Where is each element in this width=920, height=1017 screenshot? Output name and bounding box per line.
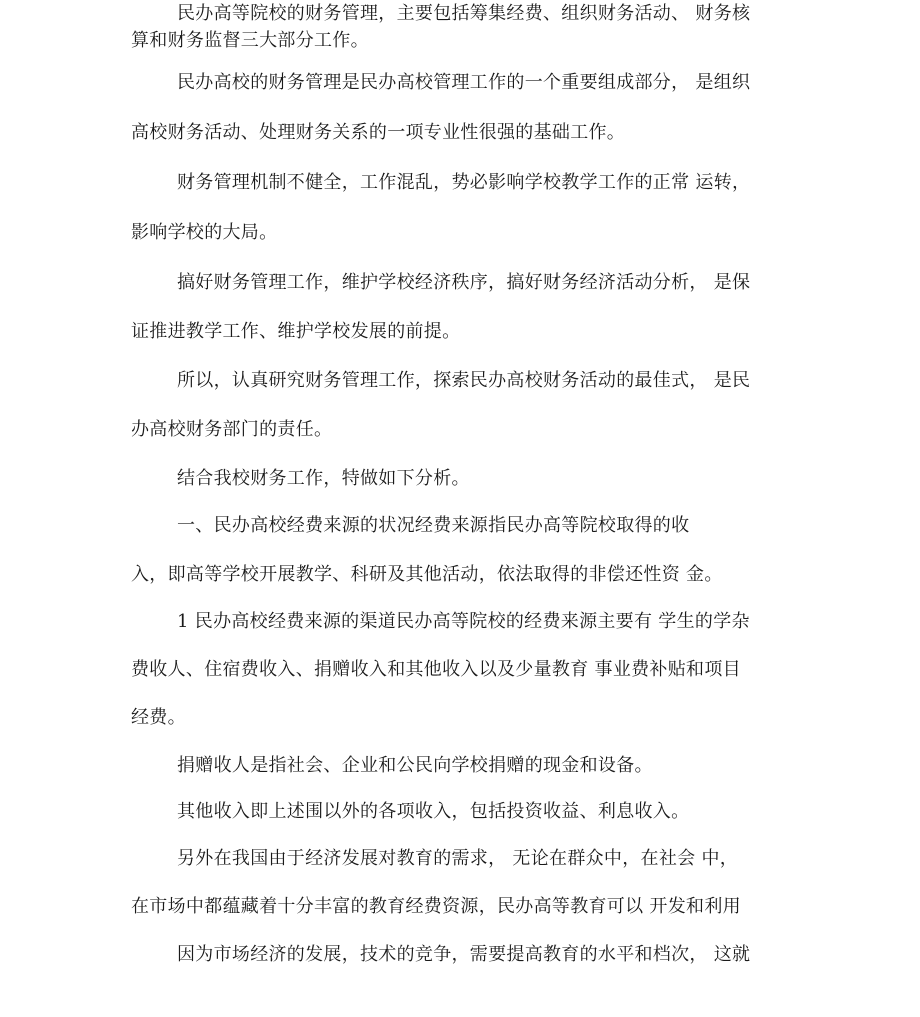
text-line: 结合我校财务工作，特做如下分析。 xyxy=(177,468,470,489)
text-line: 费收人、住宿费收入、捐赠收入和其他收入以及少量教育 事业费补贴和项目 xyxy=(131,659,741,680)
text-line: 所以，认真研究财务管理工作，探索民办高校财务活动的最佳式， 是民 xyxy=(177,370,751,391)
text-line: 入，即高等学校开展教学、科研及其他活动，依法取得的非偿还性资 金。 xyxy=(131,564,723,585)
text-line: 民办高校的财务管理是民办高校管理工作的一个重要组成部分， 是组织 xyxy=(177,72,751,93)
text-line: 高校财务活动、处理财务关系的一项专业性很强的基础工作。 xyxy=(131,122,626,143)
text-line: 办高校财务部门的责任。 xyxy=(131,419,333,440)
text-line: 一、民办高校经费来源的状况经费来源指民办高等院校取得的收 xyxy=(177,515,690,536)
text-line: 财务管理机制不健全，工作混乱，势必影响学校教学工作的正常 运转， xyxy=(177,172,751,193)
text-line: 民办高等院校的财务管理，主要包括筹集经费、组织财务活动、 财务核 xyxy=(177,3,751,24)
text-line: 1 民办高校经费来源的渠道民办高等院校的经费来源主要有 学生的学杂 xyxy=(177,611,750,632)
text-line: 经费。 xyxy=(131,707,186,728)
text-line: 算和财务监督三大部分工作。 xyxy=(131,30,369,51)
text-line: 捐赠收人是指社会、企业和公民向学校捐赠的现金和设备。 xyxy=(177,755,653,776)
text-line: 搞好财务管理工作，维护学校经济秩序，搞好财务经济活动分析， 是保 xyxy=(177,272,751,293)
text-line: 证推进教学工作、维护学校发展的前提。 xyxy=(131,321,461,342)
text-line: 因为市场经济的发展，技术的竞争，需要提高教育的水平和档次， 这就 xyxy=(177,944,751,965)
text-line: 其他收入即上述围以外的各项收入，包括投资收益、利息收入。 xyxy=(177,801,690,822)
text-line: 在市场中都蕴藏着十分丰富的教育经费资源，民办高等教育可以 开发和利用 xyxy=(131,896,741,917)
text-line: 另外在我国由于经济发展对教育的需求， 无论在群众中，在社会 中， xyxy=(177,848,739,869)
text-line: 影响学校的大局。 xyxy=(131,222,278,243)
